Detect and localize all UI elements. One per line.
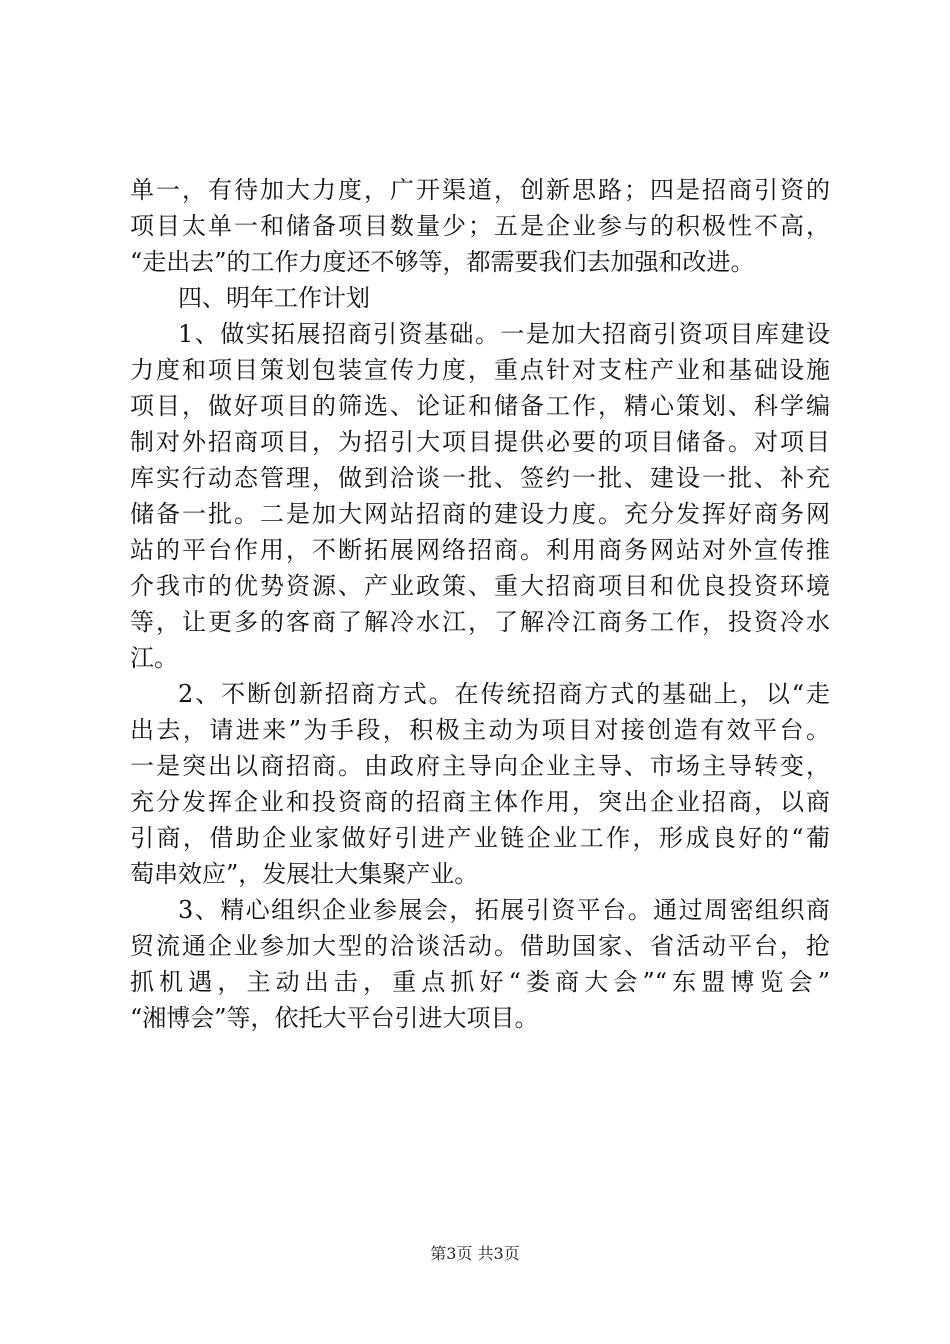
text-line: 力度和项目策划包装宣传力度，重点针对支柱产业和基础设施	[130, 356, 830, 384]
text-line: 2、不断创新招商方式。在传统招商方式的基础上，以“走	[178, 680, 830, 708]
section-heading: 四、明年工作计划	[178, 284, 370, 312]
text-line: 贸流通企业参加大型的洽谈活动。借助国家、省活动平台，抢	[130, 932, 830, 960]
text-line: 介我市的优势资源、产业政策、重大招商项目和优良投资环境	[130, 572, 830, 600]
text-line: 抓机遇，主动出击，重点抓好“娄商大会”“东盟博览会”	[130, 968, 830, 996]
text-line: 单一，有待加大力度，广开渠道，创新思路；四是招商引资的	[130, 176, 830, 204]
text-line: 库实行动态管理，做到洽谈一批、签约一批、建设一批、补充	[130, 464, 830, 492]
text-line: 等，让更多的客商了解冷水江，了解冷江商务工作，投资冷水	[130, 608, 830, 636]
text-line: “湘博会”等，依托大平台引进大项目。	[130, 1004, 539, 1032]
text-line: 出去，请进来”为手段，积极主动为项目对接创造有效平台。	[130, 716, 830, 744]
text-line: 江。	[130, 644, 178, 672]
page-footer	[0, 1243, 950, 1265]
text-line: 制对外招商项目，为招引大项目提供必要的项目储备。对项目	[130, 428, 830, 456]
text-line: 储备一批。二是加大网站招商的建设力度。充分发挥好商务网	[130, 500, 830, 528]
text-line: 3、精心组织企业参展会，拓展引资平台。通过周密组织商	[178, 896, 830, 924]
text-line: 站的平台作用，不断拓展网络招商。利用商务网站对外宣传推	[130, 536, 830, 564]
text-line: 项目，做好项目的筛选、论证和储备工作，精心策划、科学编	[130, 392, 830, 420]
text-line: “走出去”的工作力度还不够等，都需要我们去加强和改进。	[130, 248, 755, 276]
text-line: 引商，借助企业家做好引进产业链企业工作，形成良好的“葡	[130, 824, 830, 852]
document-body	[130, 172, 830, 1036]
text-line: 项目太单一和储备项目数量少；五是企业参与的积极性不高，	[130, 212, 830, 240]
text-line: 充分发挥企业和投资商的招商主体作用，突出企业招商，以商	[130, 788, 830, 816]
page-number-label: 第3页 共3页	[430, 1244, 520, 1263]
text-line: 1、做实拓展招商引资基础。一是加大招商引资项目库建设	[178, 320, 830, 348]
text-line: 一是突出以商招商。由政府主导向企业主导、市场主导转变，	[130, 752, 830, 780]
text-line: 萄串效应”，发展壮大集聚产业。	[130, 860, 479, 888]
